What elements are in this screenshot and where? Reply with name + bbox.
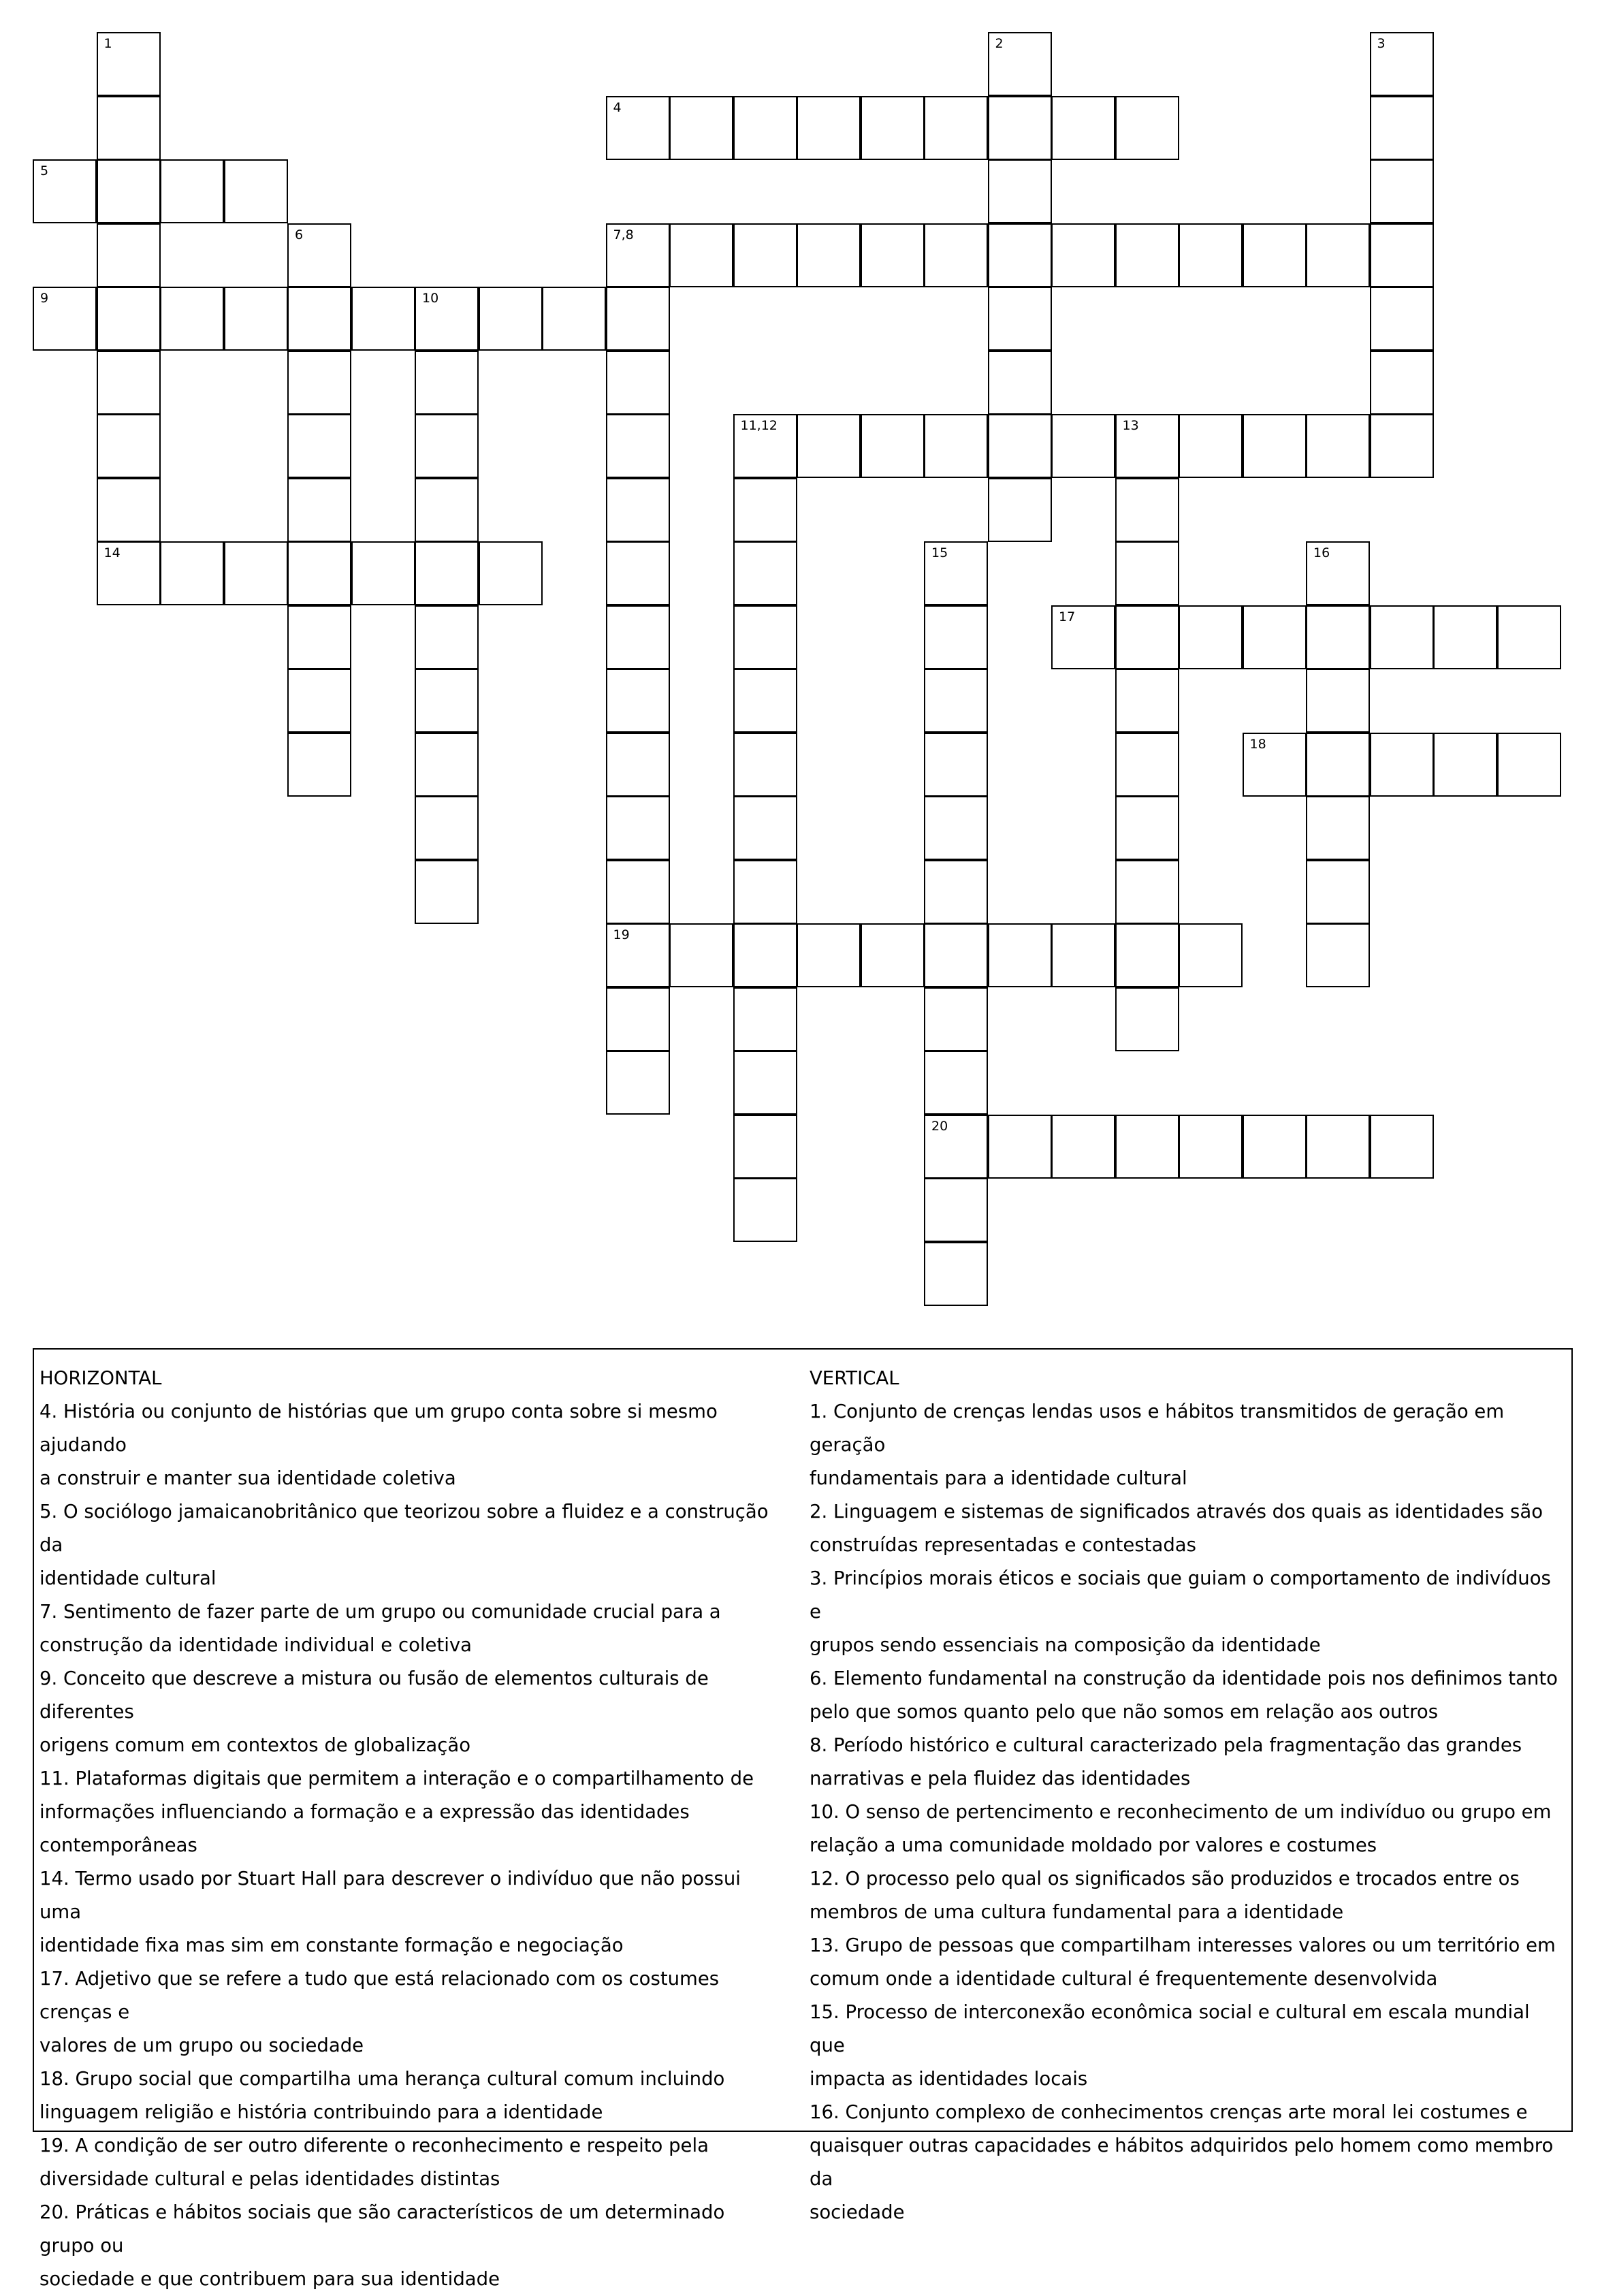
grid-cell[interactable] [1115, 1115, 1179, 1179]
clue-line: fundamentais para a identidade cultural [810, 1467, 1187, 1489]
grid-cell[interactable] [924, 541, 988, 605]
grid-cell[interactable] [33, 287, 97, 351]
clue-line: membros de uma cultura fundamental para a identidade [810, 1901, 1344, 1923]
grid-cell[interactable] [1306, 669, 1370, 733]
grid-cell[interactable] [97, 96, 161, 160]
grid-cell[interactable] [415, 414, 479, 478]
clue-number: 15 [931, 545, 948, 560]
clue-line: 5. O sociólogo jamaicanobritânico que teorizou sobre a fluidez e a construção da [39, 1501, 769, 1556]
clue-number: 16 [1313, 545, 1330, 560]
grid-cell[interactable] [733, 223, 797, 287]
grid-cell[interactable] [1051, 605, 1115, 669]
grid-cell[interactable] [606, 287, 670, 351]
grid-cell[interactable] [669, 923, 733, 987]
grid-cell[interactable] [924, 96, 988, 160]
grid-cell[interactable] [1179, 1115, 1243, 1179]
grid-cell[interactable] [1370, 1115, 1434, 1179]
grid-cell[interactable] [733, 669, 797, 733]
grid-cell[interactable] [988, 32, 1052, 96]
grid-cell[interactable] [733, 923, 797, 987]
clue-line: identidade cultural [39, 1567, 217, 1589]
grid-cell[interactable] [606, 669, 670, 733]
grid-cell[interactable] [1306, 923, 1370, 987]
grid-cell[interactable] [606, 223, 670, 287]
grid-cell[interactable] [1306, 541, 1370, 605]
grid-cell[interactable] [733, 987, 797, 1051]
grid-cell[interactable] [1306, 733, 1370, 797]
grid-cell[interactable] [1306, 860, 1370, 924]
grid-cell[interactable] [797, 923, 861, 987]
grid-cell[interactable] [1370, 287, 1434, 351]
clue-line: construídas representadas e contestadas [810, 1534, 1196, 1556]
horizontal-clues [39, 1362, 785, 2296]
grid-cell[interactable] [606, 351, 670, 415]
clue-number: 19 [613, 927, 630, 942]
clue-number: 2 [995, 36, 1004, 51]
grid-cell[interactable] [1306, 414, 1370, 478]
clue-line: a construir e manter sua identidade coletiva [39, 1467, 456, 1489]
clue-line: identidade fixa mas sim em constante formação e negociação [39, 1934, 624, 1956]
grid-cell[interactable] [924, 1178, 988, 1242]
clue-line: sociedade [810, 2201, 905, 2223]
grid-cell[interactable] [606, 987, 670, 1051]
grid-cell[interactable] [1115, 478, 1179, 542]
grid-cell[interactable] [1306, 796, 1370, 860]
grid-cell[interactable] [1243, 223, 1307, 287]
grid-cell[interactable] [287, 414, 351, 478]
clue-line: origens comum em contextos de globalização [39, 1734, 471, 1756]
grid-cell[interactable] [97, 32, 161, 96]
clue-line: relação a uma comunidade moldado por valores e costumes [810, 1834, 1377, 1856]
clue-line: impacta as identidades locais [810, 2068, 1088, 2090]
grid-cell[interactable] [988, 414, 1052, 478]
grid-cell[interactable] [1051, 923, 1115, 987]
grid-cell[interactable] [1433, 733, 1497, 797]
grid-cell[interactable] [33, 159, 97, 223]
grid-cell[interactable] [97, 159, 161, 223]
clue-line: 1. Conjunto de crenças lendas usos e hábitos transmitidos de geração em geração [810, 1401, 1505, 1456]
grid-cell[interactable] [1115, 987, 1179, 1051]
grid-cell[interactable] [606, 605, 670, 669]
grid-cell[interactable] [988, 1115, 1052, 1179]
clue-line: 8. Período histórico e cultural caracterizado pela fragmentação das grandes [810, 1734, 1522, 1756]
grid-cell[interactable] [861, 923, 925, 987]
clue-line: narrativas e pela fluidez das identidades [810, 1768, 1191, 1789]
grid-cell[interactable] [1433, 605, 1497, 669]
clue-line: 4. História ou conjunto de histórias que um grupo conta sobre si mesmo ajudando [39, 1401, 718, 1456]
grid-cell[interactable] [287, 605, 351, 669]
grid-cell[interactable] [988, 223, 1052, 287]
grid-cell[interactable] [733, 1178, 797, 1242]
grid-cell[interactable] [1243, 733, 1307, 797]
horizontal-clue-list [39, 1395, 785, 2296]
clue-number: 20 [931, 1118, 948, 1134]
grid-cell[interactable] [797, 223, 861, 287]
clue-line: 14. Termo usado por Stuart Hall para descrever o indivíduo que não possui uma [39, 1868, 741, 1923]
grid-cell[interactable] [1051, 96, 1115, 160]
grid-cell[interactable] [733, 541, 797, 605]
grid-cell[interactable] [924, 923, 988, 987]
clue-line: 10. O senso de pertencimento e reconhecimento de um indivíduo ou grupo em [810, 1801, 1552, 1823]
grid-cell[interactable] [606, 414, 670, 478]
clue-line: grupos sendo essenciais na composição da identidade [810, 1634, 1321, 1656]
clue-line: 16. Conjunto complexo de conhecimentos crenças arte moral lei costumes e [810, 2101, 1528, 2123]
grid-cell[interactable] [351, 541, 415, 605]
grid-cell[interactable] [415, 478, 479, 542]
clue-line: 13. Grupo de pessoas que compartilham interesses valores ou um território em [810, 1934, 1556, 1956]
grid-cell[interactable] [1115, 605, 1179, 669]
grid-cell[interactable] [1497, 733, 1561, 797]
clue-number: 4 [613, 99, 622, 115]
grid-cell[interactable] [1370, 96, 1434, 160]
grid-cell[interactable] [988, 96, 1052, 160]
grid-cell[interactable] [1115, 223, 1179, 287]
clue-line: informações influenciando a formação e a expressão das identidades [39, 1801, 690, 1823]
clue-number: 3 [1377, 36, 1386, 51]
grid-cell[interactable] [988, 159, 1052, 223]
grid-cell[interactable] [97, 223, 161, 287]
grid-cell[interactable] [733, 1051, 797, 1115]
clue-number: 13 [1122, 418, 1139, 433]
grid-cell[interactable] [1243, 414, 1307, 478]
grid-cell[interactable] [351, 287, 415, 351]
grid-cell[interactable] [606, 923, 670, 987]
grid-cell[interactable] [415, 860, 479, 924]
clue-number: 5 [40, 163, 49, 178]
grid-cell[interactable] [1051, 414, 1115, 478]
clue-line: 15. Processo de interconexão econômica social e cultural em escala mundial que [810, 2001, 1530, 2056]
clue-line: sociedade e que contribuem para sua identidade [39, 2268, 500, 2290]
grid-cell[interactable] [606, 541, 670, 605]
grid-cell[interactable] [224, 287, 288, 351]
grid-cell[interactable] [1051, 1115, 1115, 1179]
grid-cell[interactable] [160, 541, 224, 605]
grid-cell[interactable] [924, 860, 988, 924]
grid-cell[interactable] [669, 223, 733, 287]
grid-cell[interactable] [1115, 96, 1179, 160]
clue-line: 19. A condição de ser outro diferente o reconhecimento e respeito pela [39, 2135, 709, 2156]
grid-cell[interactable] [924, 796, 988, 860]
clue-number: 10 [422, 291, 439, 306]
grid-cell[interactable] [160, 159, 224, 223]
grid-cell[interactable] [733, 605, 797, 669]
grid-cell[interactable] [415, 541, 479, 605]
vertical-clues [810, 1362, 1565, 2229]
grid-cell[interactable] [542, 287, 606, 351]
clue-line: 2. Linguagem e sistemas de significados através dos quais as identidades são [810, 1501, 1543, 1522]
clue-line: 20. Práticas e hábitos sociais que são característicos de um determinado grupo ou [39, 2201, 725, 2257]
grid-cell[interactable] [224, 159, 288, 223]
grid-cell[interactable] [924, 669, 988, 733]
clue-line: quaisquer outras capacidades e hábitos adquiridos pelo homem como membro da [810, 2135, 1554, 2190]
grid-cell[interactable] [97, 478, 161, 542]
vertical-heading: VERTICAL [810, 1367, 899, 1389]
grid-cell[interactable] [415, 669, 479, 733]
grid-cell[interactable] [861, 414, 925, 478]
horizontal-heading: HORIZONTAL [39, 1367, 162, 1389]
clue-number: 9 [40, 291, 49, 306]
grid-cell[interactable] [97, 541, 161, 605]
grid-cell[interactable] [924, 1115, 988, 1179]
clue-line: 12. O processo pelo qual os significados são produzidos e trocados entre os [810, 1868, 1520, 1890]
grid-cell[interactable] [1306, 1115, 1370, 1179]
grid-cell[interactable] [1179, 414, 1243, 478]
clue-line: linguagem religião e história contribuindo para a identidade [39, 2101, 603, 2123]
grid-cell[interactable] [287, 223, 351, 287]
grid-cell[interactable] [1370, 159, 1434, 223]
grid-cell[interactable] [287, 669, 351, 733]
grid-cell[interactable] [861, 96, 925, 160]
grid-cell[interactable] [733, 796, 797, 860]
grid-cell[interactable] [1115, 414, 1179, 478]
grid-cell[interactable] [988, 478, 1052, 542]
clue-line: 9. Conceito que descreve a mistura ou fusão de elementos culturais de diferentes [39, 1668, 709, 1723]
grid-cell[interactable] [415, 796, 479, 860]
grid-cell[interactable] [924, 223, 988, 287]
grid-cell[interactable] [924, 1242, 988, 1306]
clue-number: 6 [295, 227, 304, 242]
grid-cell[interactable] [733, 1115, 797, 1179]
clues-box [33, 1348, 1573, 2290]
clue-line: 3. Princípios morais éticos e sociais que guiam o comportamento de indivíduos e [810, 1567, 1551, 1623]
clue-line: valores de um grupo ou sociedade [39, 2035, 364, 2056]
grid-cell[interactable] [1179, 223, 1243, 287]
grid-cell[interactable] [1115, 860, 1179, 924]
grid-cell[interactable] [415, 733, 479, 797]
grid-cell[interactable] [97, 414, 161, 478]
clue-line: 11. Plataformas digitais que permitem a interação e o compartilhamento de [39, 1768, 754, 1789]
grid-cell[interactable] [733, 414, 797, 478]
grid-cell[interactable] [606, 96, 670, 160]
grid-cell[interactable] [287, 351, 351, 415]
clue-line: contemporâneas [39, 1834, 197, 1856]
grid-cell[interactable] [988, 287, 1052, 351]
grid-cell[interactable] [1051, 223, 1115, 287]
grid-cell[interactable] [287, 478, 351, 542]
grid-cell[interactable] [415, 605, 479, 669]
grid-cell[interactable] [1497, 605, 1561, 669]
grid-cell[interactable] [606, 860, 670, 924]
grid-cell[interactable] [1115, 796, 1179, 860]
grid-cell[interactable] [606, 796, 670, 860]
grid-cell[interactable] [1115, 733, 1179, 797]
grid-cell[interactable] [1370, 351, 1434, 415]
grid-cell[interactable] [1179, 605, 1243, 669]
clue-number: 1 [103, 36, 112, 51]
clue-line: 17. Adjetivo que se refere a tudo que está relacionado com os costumes crenças e [39, 1968, 720, 2023]
grid-cell[interactable] [606, 733, 670, 797]
clue-number: 18 [1249, 736, 1266, 752]
grid-cell[interactable] [606, 1051, 670, 1115]
clue-number: 7,8 [613, 227, 634, 242]
grid-cell[interactable] [1370, 605, 1434, 669]
grid-cell[interactable] [606, 478, 670, 542]
grid-cell[interactable] [160, 287, 224, 351]
grid-cell[interactable] [797, 96, 861, 160]
grid-cell[interactable] [669, 96, 733, 160]
vertical-clue-list [810, 1395, 1565, 2229]
grid-cell[interactable] [1243, 1115, 1307, 1179]
clue-line: 7. Sentimento de fazer parte de um grupo ou comunidade crucial para a [39, 1601, 721, 1623]
grid-cell[interactable] [733, 860, 797, 924]
grid-cell[interactable] [1306, 605, 1370, 669]
grid-cell[interactable] [415, 351, 479, 415]
grid-cell[interactable] [861, 223, 925, 287]
grid-cell[interactable] [733, 96, 797, 160]
clue-line: diversidade cultural e pelas identidades distintas [39, 2168, 500, 2190]
grid-cell[interactable] [97, 351, 161, 415]
grid-cell[interactable] [924, 733, 988, 797]
grid-cell[interactable] [287, 733, 351, 797]
grid-cell[interactable] [1370, 223, 1434, 287]
grid-cell[interactable] [1370, 32, 1434, 96]
grid-cell[interactable] [1370, 733, 1434, 797]
grid-cell[interactable] [924, 987, 988, 1051]
grid-cell[interactable] [988, 351, 1052, 415]
grid-cell[interactable] [1115, 923, 1179, 987]
clue-number: 14 [103, 545, 121, 560]
clue-line: comum onde a identidade cultural é frequentemente desenvolvida [810, 1968, 1438, 1990]
grid-cell[interactable] [1306, 223, 1370, 287]
grid-cell[interactable] [797, 414, 861, 478]
grid-cell[interactable] [287, 287, 351, 351]
grid-cell[interactable] [479, 541, 543, 605]
grid-cell[interactable] [924, 414, 988, 478]
grid-cell[interactable] [924, 1051, 988, 1115]
grid-cell[interactable] [1370, 414, 1434, 478]
clue-line: construção da identidade individual e coletiva [39, 1634, 473, 1656]
clue-line: 6. Elemento fundamental na construção da identidade pois nos definimos tanto [810, 1668, 1558, 1689]
grid-cell[interactable] [924, 605, 988, 669]
grid-cell[interactable] [733, 733, 797, 797]
grid-cell[interactable] [1115, 541, 1179, 605]
grid-cell[interactable] [479, 287, 543, 351]
clue-number: 17 [1059, 609, 1076, 624]
grid-cell[interactable] [1115, 669, 1179, 733]
grid-cell[interactable] [287, 541, 351, 605]
grid-cell[interactable] [415, 287, 479, 351]
grid-cell[interactable] [733, 478, 797, 542]
grid-cell[interactable] [97, 287, 161, 351]
grid-cell[interactable] [1243, 605, 1307, 669]
grid-cell[interactable] [1179, 923, 1243, 987]
clue-line: 18. Grupo social que compartilha uma herança cultural comum incluindo [39, 2068, 725, 2090]
clue-number: 11,12 [740, 418, 778, 433]
grid-cell[interactable] [988, 923, 1052, 987]
clue-line: pelo que somos quanto pelo que não somos em relação aos outros [810, 1701, 1439, 1723]
grid-cell[interactable] [224, 541, 288, 605]
